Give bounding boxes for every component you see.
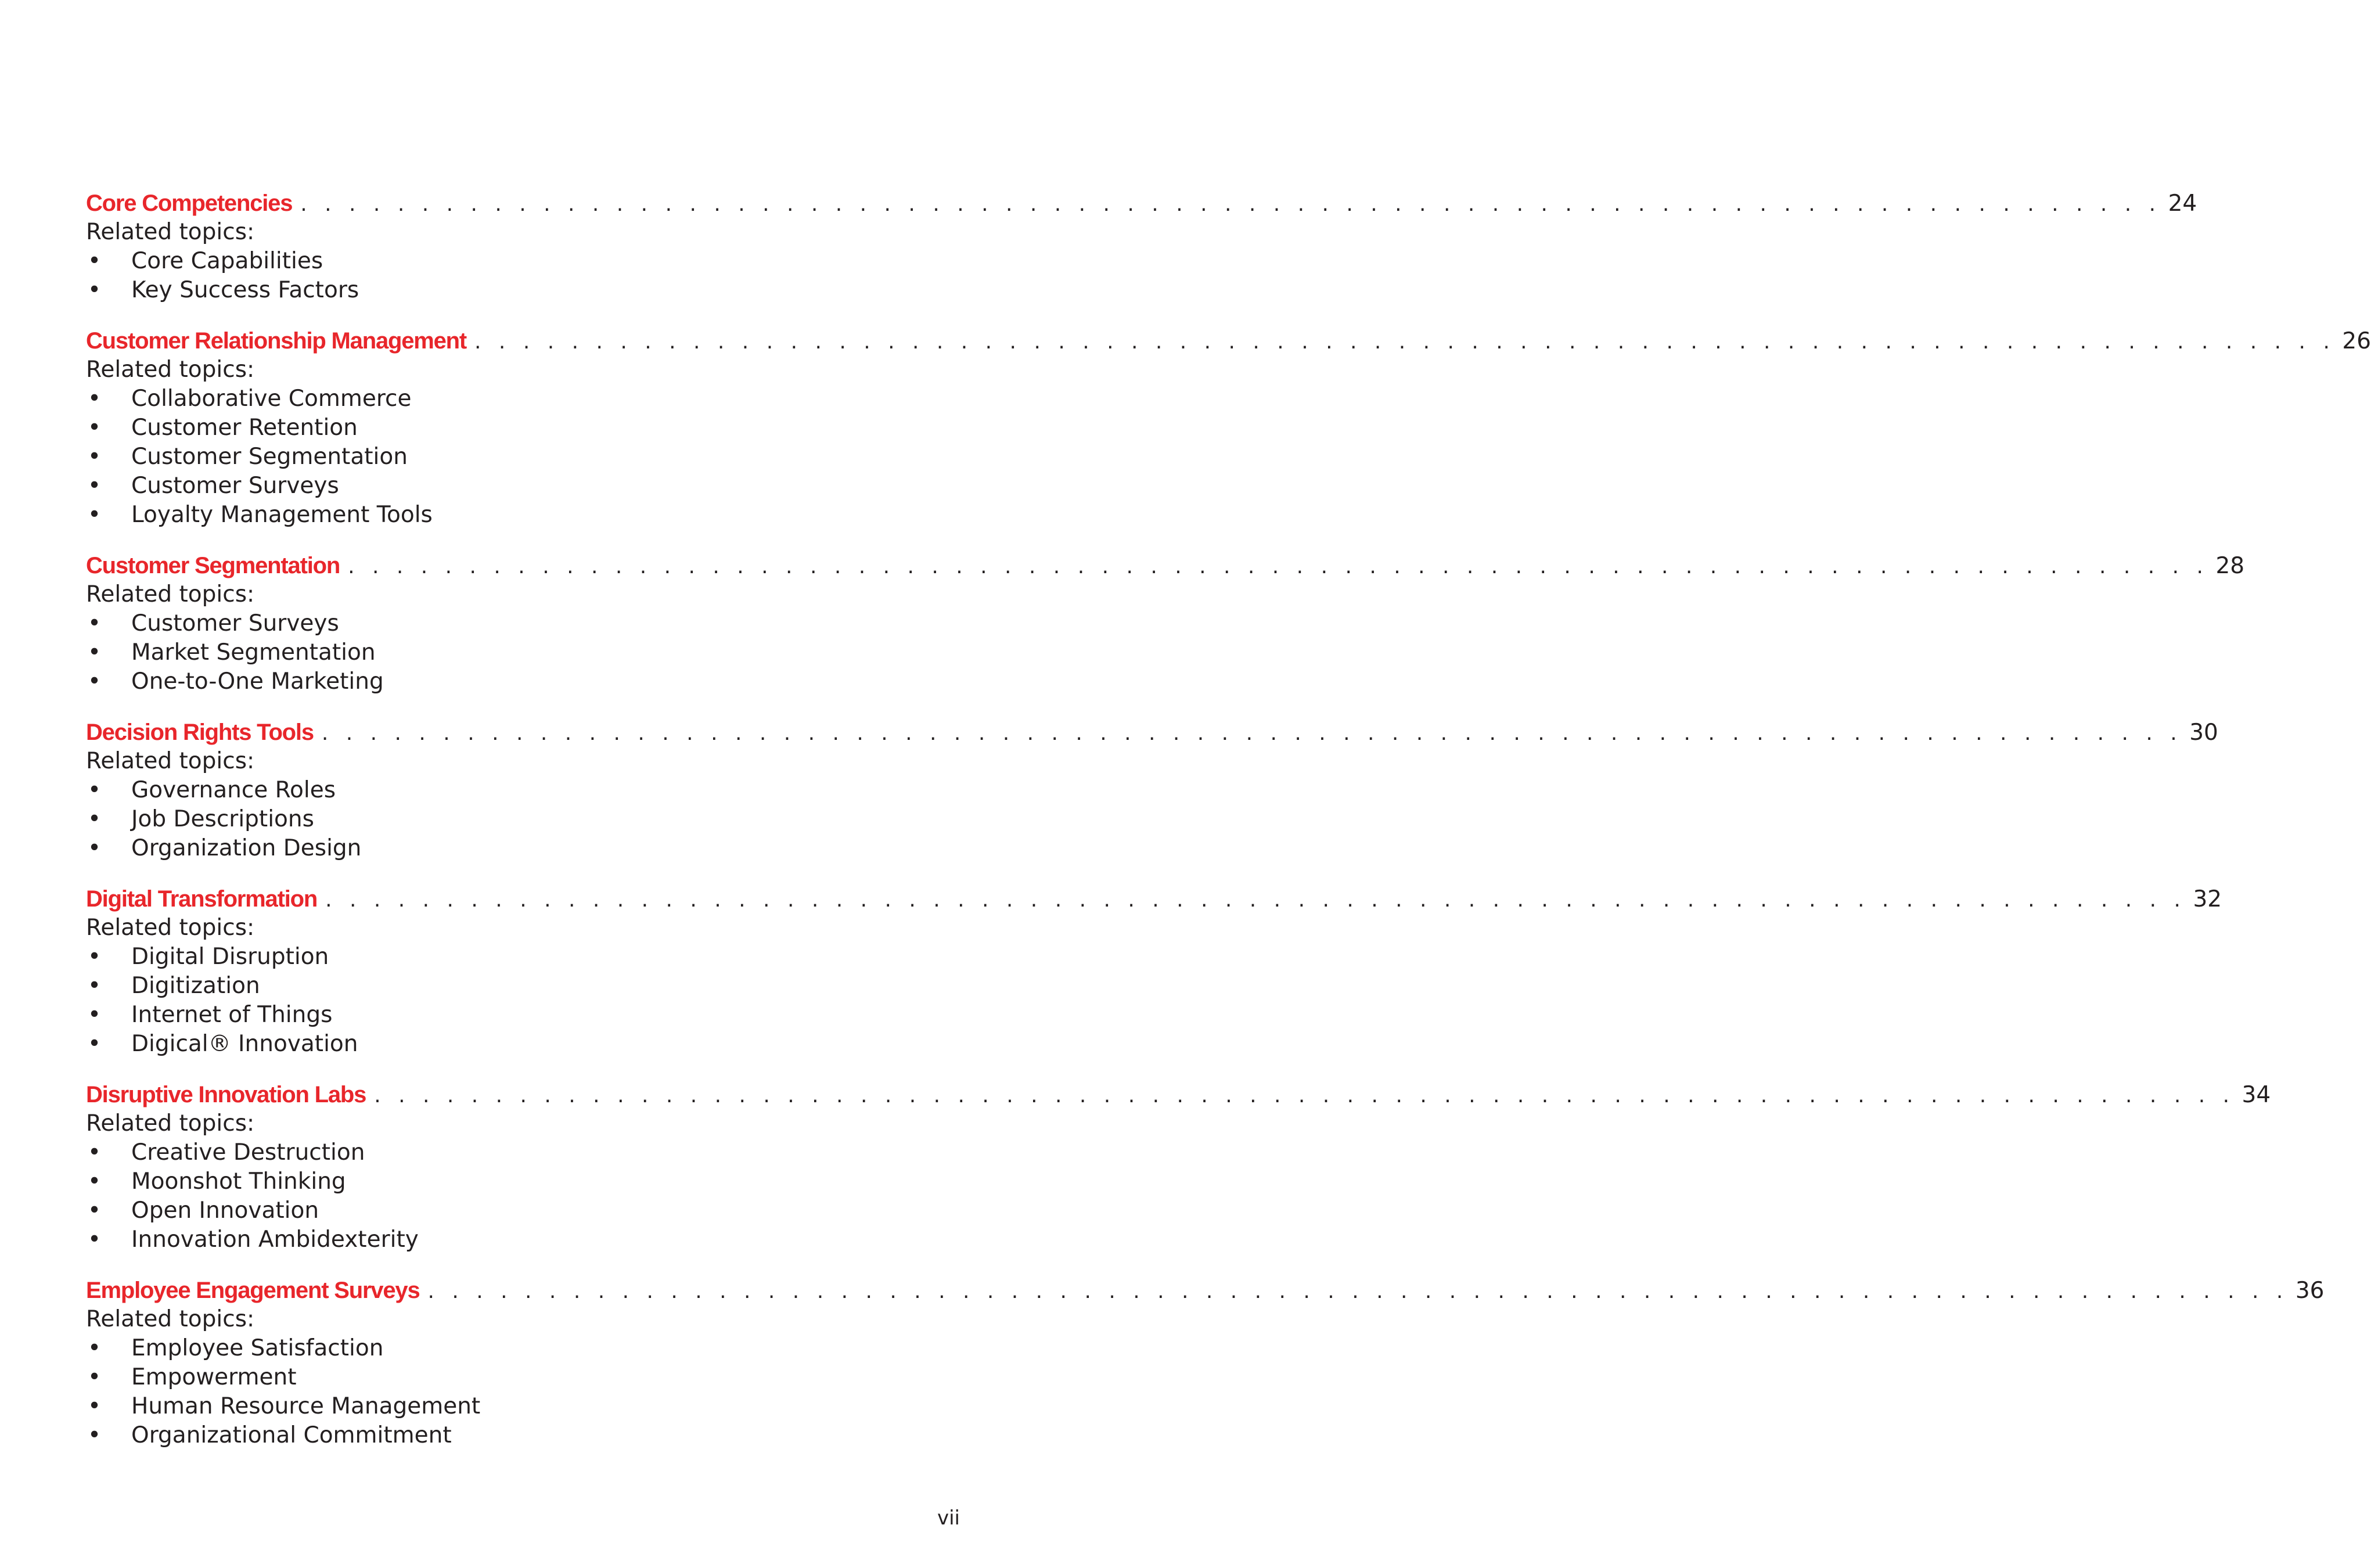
entry-title-link[interactable]: Customer Segmentation	[86, 553, 340, 578]
related-topic-item	[86, 443, 958, 472]
related-topic-item	[86, 1138, 958, 1167]
related-topics-list	[86, 609, 958, 696]
related-topic-text: Digitization	[131, 973, 260, 999]
bullet-icon: •	[88, 386, 102, 412]
toc-entry	[86, 551, 2245, 696]
related-topics-label: Related topics:	[86, 219, 255, 245]
related-topic-item	[86, 1363, 958, 1392]
related-topic-text: Market Segmentation	[131, 639, 376, 666]
bullet-icon: •	[88, 777, 102, 803]
related-topic-text: Digical® Innovation	[131, 1031, 358, 1057]
entry-page-number: 24	[2168, 190, 2197, 217]
related-topic-item	[86, 972, 958, 1001]
related-topic-item	[86, 805, 958, 834]
related-topic-item	[86, 1421, 958, 1450]
related-topics-label: Related topics:	[86, 748, 255, 774]
toc-entry	[86, 1276, 2325, 1450]
dot-leader: . . . . . . . . . . . . . . . . . . . . . . . . . . . . . . . . . . . . . . . . . . . . . . . . . . . . . . . . . . . . . . . . . . . . . . . . . . . . .	[325, 888, 2186, 912]
entry-title-link[interactable]: Decision Rights Tools	[86, 720, 314, 745]
entry-page-number: 36	[2295, 1278, 2325, 1304]
entry-page-number: 28	[2215, 553, 2245, 579]
related-topic-text: Key Success Factors	[131, 277, 359, 303]
related-topic-item	[86, 1030, 958, 1059]
entry-title-row	[86, 326, 2371, 355]
entry-page-number: 26	[2342, 328, 2371, 354]
related-topics-label: Related topics:	[86, 1110, 255, 1137]
entry-title-row	[86, 718, 2218, 747]
bullet-icon: •	[88, 1002, 102, 1028]
related-topic-text: Customer Surveys	[131, 610, 339, 636]
related-topics-list	[86, 1334, 958, 1450]
bullet-icon: •	[88, 610, 102, 636]
related-topics-label: Related topics:	[86, 357, 255, 383]
related-topic-text: Organization Design	[131, 835, 362, 861]
bullet-icon: •	[88, 1139, 102, 1166]
bullet-icon: •	[88, 835, 102, 861]
toc-entry	[86, 718, 2218, 863]
related-topic-text: Human Resource Management	[131, 1393, 481, 1419]
toc-entry	[86, 326, 2371, 530]
related-topic-item	[86, 609, 958, 638]
entry-title-row	[86, 884, 2222, 914]
related-topics-list	[86, 776, 958, 863]
related-topic-item	[86, 667, 958, 696]
related-topic-text: Creative Destruction	[131, 1139, 365, 1166]
related-topic-text: Employee Satisfaction	[131, 1335, 384, 1361]
entry-title-link[interactable]: Employee Engagement Surveys	[86, 1278, 420, 1303]
bullet-icon: •	[88, 1168, 102, 1195]
related-topics-list	[86, 247, 958, 305]
related-topic-item	[86, 1334, 958, 1363]
related-topic-text: Customer Retention	[131, 415, 358, 441]
related-topic-item	[86, 247, 958, 276]
dot-leader: . . . . . . . . . . . . . . . . . . . . . . . . . . . . . . . . . . . . . . . . . . . . . . . . . . . . . . . . . . . . . . . . . . . . . . . . . . . . .	[374, 1084, 2235, 1107]
dot-leader: . . . . . . . . . . . . . . . . . . . . . . . . . . . . . . . . . . . . . . . . . . . . . . . . . . . . . . . . . . . . . . . . . . . . . . . . . . . . .	[474, 330, 2336, 354]
related-topic-text: Job Descriptions	[131, 806, 314, 832]
related-topic-text: Empowerment	[131, 1364, 297, 1390]
related-topic-text: Internet of Things	[131, 1002, 333, 1028]
related-topic-item	[86, 638, 958, 667]
entry-page-number: 30	[2189, 720, 2218, 746]
related-topic-item	[86, 834, 958, 863]
related-topics-label: Related topics:	[86, 915, 255, 941]
dot-leader: . . . . . . . . . . . . . . . . . . . . . . . . . . . . . . . . . . . . . . . . . . . . . . . . . . . . . . . . . . . . . . . . . . . . . . . . . . . . .	[427, 1279, 2289, 1303]
related-topic-text: Customer Surveys	[131, 473, 339, 499]
related-topic-text: Core Capabilities	[131, 248, 323, 274]
related-topics-list	[86, 1138, 958, 1254]
bullet-icon: •	[88, 1422, 102, 1448]
related-topic-item	[86, 276, 958, 305]
entry-page-number: 32	[2193, 886, 2222, 912]
related-topic-text: Customer Segmentation	[131, 444, 408, 470]
bullet-icon: •	[88, 1364, 102, 1390]
dot-leader: . . . . . . . . . . . . . . . . . . . . . . . . . . . . . . . . . . . . . . . . . . . . . . . . . . . . . . . . . . . . . . . . . . . . . . . . . . . . .	[321, 721, 2183, 745]
related-topics-label: Related topics:	[86, 1306, 255, 1332]
related-topic-item	[86, 1167, 958, 1196]
related-topic-item	[86, 1196, 958, 1225]
related-topic-text: One-to-One Marketing	[131, 668, 384, 695]
entry-title-row	[86, 1080, 2271, 1109]
bullet-icon: •	[88, 668, 102, 695]
entry-page-number: 34	[2242, 1082, 2271, 1108]
related-topic-item	[86, 943, 958, 972]
entry-title-row	[86, 189, 2197, 218]
bullet-icon: •	[88, 806, 102, 832]
related-topic-text: Open Innovation	[131, 1197, 319, 1224]
related-topic-item	[86, 413, 958, 443]
entry-title-link[interactable]: Disruptive Innovation Labs	[86, 1082, 366, 1107]
related-topic-text: Loyalty Management Tools	[131, 502, 433, 528]
related-topic-text: Organizational Commitment	[131, 1422, 452, 1448]
bullet-icon: •	[88, 973, 102, 999]
related-topic-text: Moonshot Thinking	[131, 1168, 346, 1195]
entry-title-link[interactable]: Digital Transformation	[86, 886, 318, 912]
bullet-icon: •	[88, 1393, 102, 1419]
bullet-icon: •	[88, 944, 102, 970]
bullet-icon: •	[88, 415, 102, 441]
related-topic-item	[86, 776, 958, 805]
table-of-contents	[86, 189, 2371, 1472]
related-topic-item	[86, 472, 958, 501]
related-topic-item	[86, 1392, 958, 1421]
toc-entry	[86, 884, 2222, 1059]
toc-entry	[86, 1080, 2271, 1254]
bullet-icon: •	[88, 1335, 102, 1361]
related-topic-item	[86, 1001, 958, 1030]
entry-title-row	[86, 1276, 2325, 1305]
dot-leader: . . . . . . . . . . . . . . . . . . . . . . . . . . . . . . . . . . . . . . . . . . . . . . . . . . . . . . . . . . . . . . . . . . . . . . . . . . . . .	[300, 192, 2161, 216]
entry-title-link[interactable]: Core Competencies	[86, 190, 293, 216]
related-topics-label: Related topics:	[86, 581, 255, 607]
bullet-icon: •	[88, 1227, 102, 1253]
related-topic-item	[86, 1225, 958, 1254]
related-topic-item	[86, 501, 958, 530]
related-topic-text: Collaborative Commerce	[131, 386, 412, 412]
related-topic-text: Digital Disruption	[131, 944, 329, 970]
bullet-icon: •	[88, 248, 102, 274]
toc-entry	[86, 189, 2197, 305]
bullet-icon: •	[88, 444, 102, 470]
bullet-icon: •	[88, 639, 102, 666]
page-number: vii	[937, 1506, 960, 1530]
dot-leader: . . . . . . . . . . . . . . . . . . . . . . . . . . . . . . . . . . . . . . . . . . . . . . . . . . . . . . . . . . . . . . . . . . . . . . . . . . . . .	[348, 555, 2209, 578]
related-topics-list	[86, 943, 958, 1059]
related-topic-item	[86, 384, 958, 413]
related-topic-text: Innovation Ambidexterity	[131, 1227, 419, 1253]
related-topics-list	[86, 384, 958, 530]
entry-title-row	[86, 551, 2245, 580]
entry-title-link[interactable]: Customer Relationship Management	[86, 328, 467, 354]
bullet-icon: •	[88, 473, 102, 499]
bullet-icon: •	[88, 1031, 102, 1057]
bullet-icon: •	[88, 502, 102, 528]
bullet-icon: •	[88, 277, 102, 303]
related-topic-text: Governance Roles	[131, 777, 336, 803]
bullet-icon: •	[88, 1197, 102, 1224]
